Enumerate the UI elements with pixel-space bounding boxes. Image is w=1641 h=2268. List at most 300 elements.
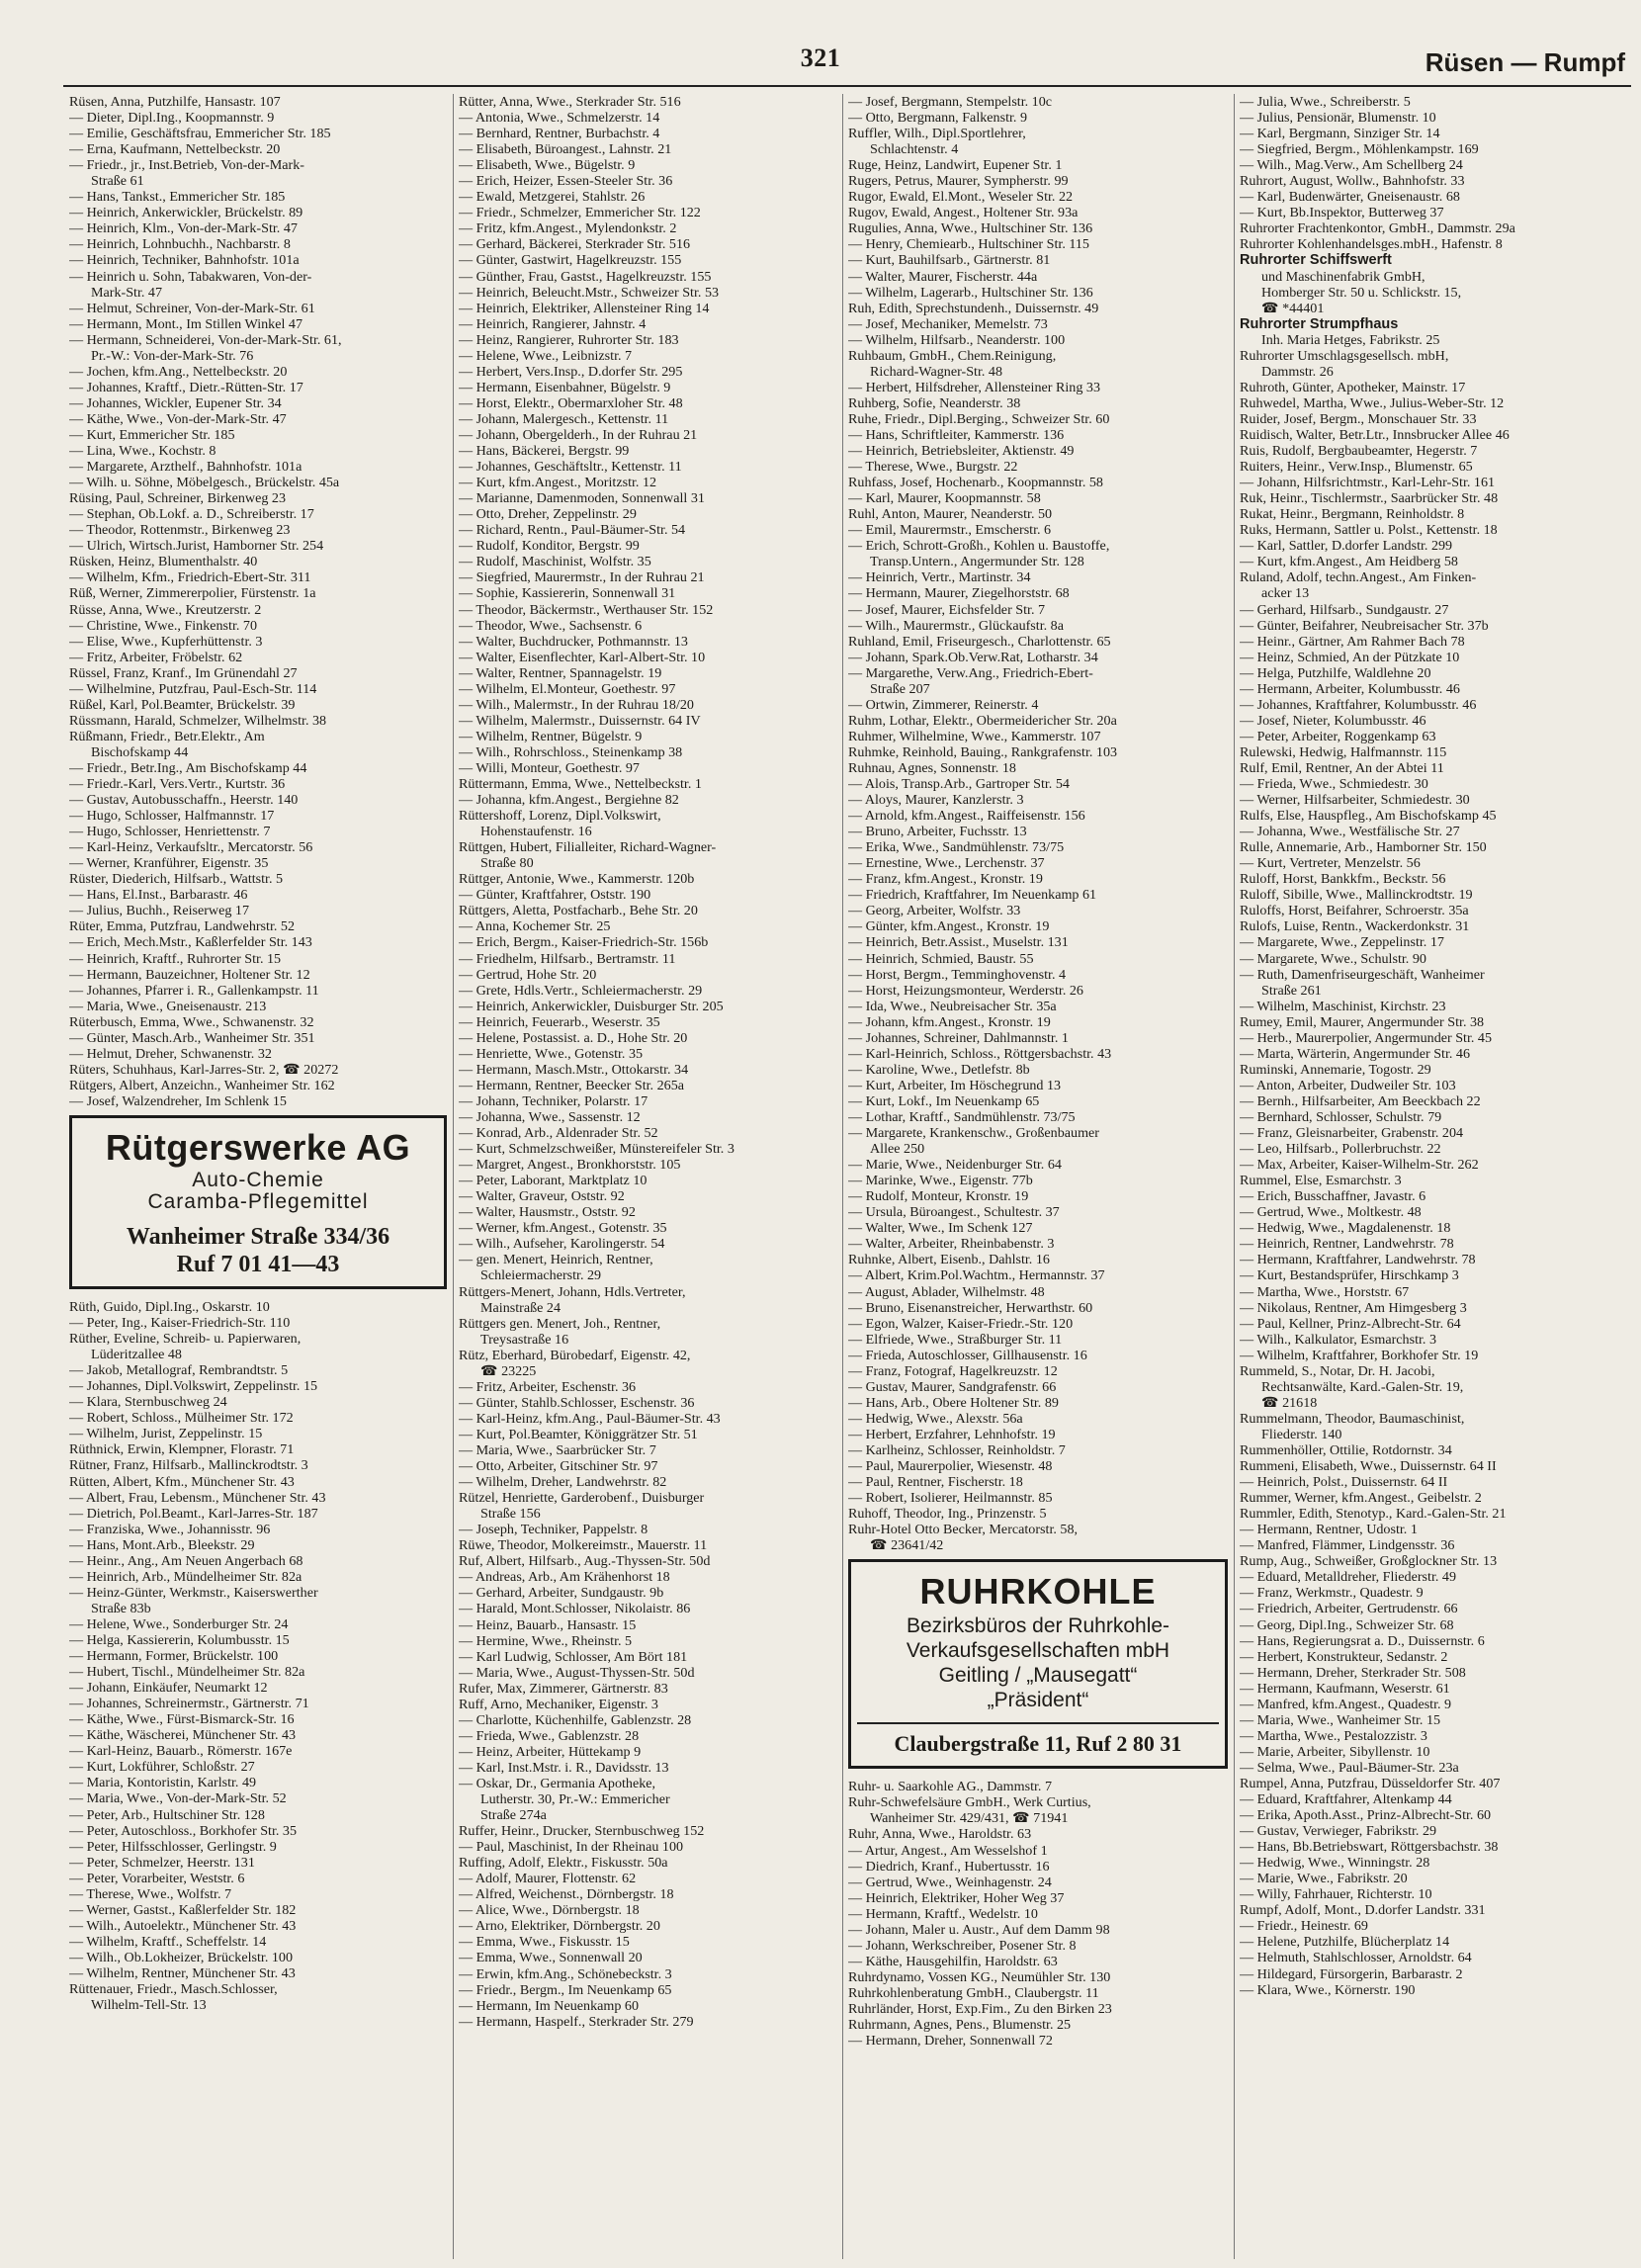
directory-entry: — Emilie, Geschäftsfrau, Emmericher Str. 185 bbox=[69, 126, 331, 142]
directory-entry: Rüttgen, Hubert, Filialleiter, Richard-Wagner- bbox=[459, 839, 717, 856]
directory-entry: — Erwin, kfm.Ang., Schönebeckstr. 3 bbox=[459, 1965, 672, 1982]
directory-entry: — Henry, Chemiearb., Hultschiner Str. 115 bbox=[848, 236, 1089, 253]
directory-entry: — Günter, Kraftfahrer, Oststr. 190 bbox=[459, 887, 651, 904]
directory-entry: — Friedrich, Kraftfahrer, Im Neuenkamp 61 bbox=[848, 887, 1097, 904]
directory-entry: Rump, Aug., Schweißer, Großglockner Str. 13 bbox=[1240, 1553, 1498, 1570]
directory-entry: — Marta, Wärterin, Angermunder Str. 46 bbox=[1240, 1045, 1471, 1062]
directory-entry: — Helene, Wwe., Sonderburger Str. 24 bbox=[69, 1615, 289, 1632]
directory-entry: — Maria, Kontoristin, Karlstr. 49 bbox=[69, 1775, 257, 1791]
directory-entry-continuation: Straße 274a bbox=[480, 1807, 547, 1824]
directory-entry: Ruk, Heinr., Tischlermstr., Saarbrücker Str. 48 bbox=[1240, 490, 1499, 507]
directory-entry: — Johanna, kfm.Angest., Bergiehne 82 bbox=[459, 792, 679, 809]
header-rule bbox=[63, 85, 1631, 87]
directory-entry: Ruhrkohlenberatung GmbH., Claubergstr. 11 bbox=[848, 1984, 1099, 2001]
directory-entry: — Bruno, Eisenanstreicher, Herwarthstr. 60 bbox=[848, 1299, 1093, 1316]
directory-entry: — Horst, Heizungsmonteur, Werderstr. 26 bbox=[848, 982, 1083, 999]
directory-entry: Rüß, Werner, Zimmererpolier, Fürstenstr. 1a bbox=[69, 585, 316, 602]
directory-entry: Rütz, Eberhard, Bürobedarf, Eigenstr. 42, bbox=[459, 1347, 691, 1363]
directory-entry: — Paul, Maurerpolier, Wiesenstr. 48 bbox=[848, 1458, 1053, 1475]
directory-entry: — Julius, Buchh., Reiserweg 17 bbox=[69, 903, 250, 919]
directory-entry: Ruhberg, Sofie, Neanderstr. 38 bbox=[848, 394, 1021, 411]
ad-phone: Ruf 7 01 41—43 bbox=[176, 1252, 340, 1277]
directory-entry: — Therese, Wwe., Burgstr. 22 bbox=[848, 459, 1018, 476]
directory-entry: Rumpf, Adolf, Mont., D.dorfer Landstr. 331 bbox=[1240, 1902, 1486, 1919]
directory-entry: — Georg, Arbeiter, Wolfstr. 33 bbox=[848, 903, 1021, 919]
directory-entry: — Käthe, Wwe., Von-der-Mark-Str. 47 bbox=[69, 410, 287, 427]
directory-entry: — Horst, Bergm., Temminghovenstr. 4 bbox=[848, 966, 1067, 983]
directory-entry: Ruhland, Emil, Friseurgesch., Charlottenstr. 65 bbox=[848, 633, 1111, 650]
directory-entry: Ruh, Edith, Sprechstundenh., Duissernstr. 49 bbox=[848, 300, 1099, 316]
directory-entry: — Heinrich, Elektriker, Hoher Weg 37 bbox=[848, 1889, 1065, 1906]
directory-entry: — Wilhelm, Kraftf., Scheffelstr. 14 bbox=[69, 1933, 267, 1950]
directory-entry: — Heinrich, Rentner, Landwehrstr. 78 bbox=[1240, 1236, 1454, 1253]
directory-entry: — Johann, Malergesch., Kettenstr. 11 bbox=[459, 410, 669, 427]
directory-entry: Rüster, Diederich, Hilfsarb., Wattstr. 5 bbox=[69, 871, 284, 888]
directory-entry: — Konrad, Arb., Aldenrader Str. 52 bbox=[459, 1125, 658, 1142]
directory-entry: Ruhr-Hotel Otto Becker, Mercatorstr. 58, bbox=[848, 1522, 1079, 1538]
directory-entry: Ruloff, Sibille, Wwe., Mallinckrodtstr. 19 bbox=[1240, 887, 1473, 904]
directory-entry: Rummeni, Elisabeth, Wwe., Duissernstr. 64 II bbox=[1240, 1458, 1497, 1475]
directory-entry: — Grete, Hdls.Vertr., Schleiermacherstr. 29 bbox=[459, 982, 703, 999]
directory-entry: — Hermann, Dreher, Sonnenwall 72 bbox=[848, 2033, 1053, 2050]
directory-entry: Ruffler, Wilh., Dipl.Sportlehrer, bbox=[848, 126, 1026, 142]
directory-entry: — Wilhelm, Hilfsarb., Neanderstr. 100 bbox=[848, 331, 1066, 348]
directory-entry: — Martha, Wwe., Pestalozzistr. 3 bbox=[1240, 1727, 1427, 1744]
directory-entry: — Maria, Wwe., Saarbrücker Str. 7 bbox=[459, 1441, 656, 1458]
directory-entry: — Erich, Mech.Mstr., Kaßlerfelder Str. 143 bbox=[69, 934, 312, 951]
directory-entry: — Elfriede, Wwe., Straßburger Str. 11 bbox=[848, 1331, 1063, 1348]
directory-entry: — Antonia, Wwe., Schmelzerstr. 14 bbox=[459, 110, 660, 127]
directory-entry: — Siegfried, Bergm., Möhlenkampstr. 169 bbox=[1240, 141, 1479, 158]
directory-entry: — Jochen, kfm.Ang., Nettelbeckstr. 20 bbox=[69, 363, 288, 380]
directory-entry: Rukat, Heinr., Bergmann, Reinholdstr. 8 bbox=[1240, 506, 1465, 523]
directory-column-1 bbox=[69, 94, 447, 2259]
directory-entry: — Karl-Heinrich, Schloss., Röttgersbachstr. 43 bbox=[848, 1045, 1112, 1062]
directory-entry: — Hermann, Masch.Mstr., Ottokarstr. 34 bbox=[459, 1061, 689, 1078]
directory-entry-continuation: Lutherstr. 30, Pr.-W.: Emmericher bbox=[480, 1791, 670, 1808]
directory-entry-continuation: Dammstr. 26 bbox=[1261, 363, 1334, 380]
directory-entry: — Eduard, Kraftfahrer, Altenkamp 44 bbox=[1240, 1791, 1452, 1808]
directory-entry: — Emma, Wwe., Fiskusstr. 15 bbox=[459, 1934, 630, 1951]
directory-entry: — Hans, Tankst., Emmericher Str. 185 bbox=[69, 189, 286, 206]
directory-entry: — Maria, Wwe., Wanheimer Str. 15 bbox=[1240, 1711, 1441, 1728]
directory-entry: — Rudolf, Konditor, Bergstr. 99 bbox=[459, 538, 640, 555]
directory-entry: — Wilhelm, Jurist, Zeppelinstr. 15 bbox=[69, 1426, 263, 1442]
directory-entry-continuation: Lüderitzallee 48 bbox=[91, 1347, 182, 1363]
directory-entry-continuation: Richard-Wagner-Str. 48 bbox=[870, 363, 1002, 380]
directory-entry: — Rudolf, Maschinist, Wolfstr. 35 bbox=[459, 554, 651, 570]
directory-entry: — Josef, Bergmann, Stempelstr. 10c bbox=[848, 94, 1053, 110]
directory-entry: Rütgers, Albert, Anzeichn., Wanheimer Str. 162 bbox=[69, 1077, 335, 1093]
directory-entry: — Johann, Techniker, Polarstr. 17 bbox=[459, 1092, 648, 1109]
directory-entry: — Adolf, Maurer, Flottenstr. 62 bbox=[459, 1871, 637, 1887]
directory-entry-continuation: Straße 83b bbox=[91, 1600, 151, 1616]
directory-entry: — Dieter, Dipl.Ing., Koopmannstr. 9 bbox=[69, 110, 275, 127]
directory-entry: — Helene, Putzhilfe, Blücherplatz 14 bbox=[1240, 1934, 1450, 1951]
directory-entry: Ruhrort, August, Wollw., Bahnhofstr. 33 bbox=[1240, 173, 1465, 190]
directory-entry: — Helene, Wwe., Leibnizstr. 7 bbox=[459, 347, 633, 364]
directory-entry: — Herbert, Konstrukteur, Sedanstr. 2 bbox=[1240, 1648, 1448, 1665]
directory-entry: — Heinrich, Betriebsleiter, Aktienstr. 49 bbox=[848, 443, 1075, 460]
directory-entry: Ruhrorter Schiffswerft bbox=[1240, 252, 1392, 269]
directory-entry: — Arnold, kfm.Angest., Raiffeisenstr. 156 bbox=[848, 808, 1085, 825]
directory-entry: Ruhr, Anna, Wwe., Haroldstr. 63 bbox=[848, 1826, 1032, 1843]
directory-entry: — Werner, Hilfsarbeiter, Schmiedestr. 30 bbox=[1240, 792, 1470, 809]
directory-entry: — Günter, Beifahrer, Neubreisacher Str. 37b bbox=[1240, 617, 1489, 634]
directory-entry: — Marie, Arbeiter, Sibyllenstr. 10 bbox=[1240, 1743, 1430, 1760]
directory-entry: — Egon, Walzer, Kaiser-Friedr.-Str. 120 bbox=[848, 1315, 1074, 1332]
directory-entry: Ruhrorter Strumpfhaus bbox=[1240, 315, 1399, 332]
directory-entry: Rüther, Eveline, Schreib- u. Papierwaren, bbox=[69, 1331, 302, 1348]
directory-entry: Rummel, Else, Esmarchstr. 3 bbox=[1240, 1173, 1402, 1189]
directory-entry: — Heinrich, Techniker, Bahnhofstr. 101a bbox=[69, 252, 300, 269]
directory-entry: Rüwe, Theodor, Molkereimstr., Mauerstr. 11 bbox=[459, 1537, 708, 1554]
directory-entry: — Kurt, Vertreter, Menzelstr. 56 bbox=[1240, 855, 1421, 872]
directory-entry: Ruhbaum, GmbH., Chem.Reinigung, bbox=[848, 347, 1057, 364]
directory-entry: Rüttger, Antonie, Wwe., Kammerstr. 120b bbox=[459, 871, 695, 888]
directory-entry: — Franz, Werkmstr., Quadestr. 9 bbox=[1240, 1585, 1424, 1602]
directory-entry: — Lina, Wwe., Kochstr. 8 bbox=[69, 443, 216, 460]
directory-entry: — Friedr.-Karl, Vers.Vertr., Kurtstr. 36 bbox=[69, 776, 286, 793]
directory-entry: — Emil, Maurermstr., Emscherstr. 6 bbox=[848, 522, 1052, 539]
directory-entry: — Heinrich, Betr.Assist., Muselstr. 131 bbox=[848, 934, 1069, 951]
directory-entry: — Walter, Wwe., Im Schenk 127 bbox=[848, 1220, 1033, 1237]
directory-entry: — Dietrich, Pol.Beamt., Karl-Jarres-Str. 187 bbox=[69, 1505, 318, 1522]
directory-entry: — Hugo, Schlosser, Henriettenstr. 7 bbox=[69, 824, 271, 840]
directory-entry: — Paul, Rentner, Fischerstr. 18 bbox=[848, 1474, 1023, 1491]
directory-entry-continuation: Straße 261 bbox=[1261, 982, 1322, 999]
directory-entry: — Elise, Wwe., Kupferhüttenstr. 3 bbox=[69, 633, 263, 650]
directory-entry: — Stephan, Ob.Lokf. a. D., Schreiberstr. 17 bbox=[69, 506, 314, 523]
directory-entry: — Kurt, Pol.Beamter, Königgrätzer Str. 51 bbox=[459, 1426, 698, 1442]
page-number: 321 bbox=[800, 44, 841, 72]
directory-entry: — Käthe, Wäscherei, Münchener Str. 43 bbox=[69, 1727, 297, 1744]
directory-entry: — Hermann, Kraftfahrer, Landwehrstr. 78 bbox=[1240, 1252, 1476, 1268]
directory-entry: — Gertrud, Hohe Str. 20 bbox=[459, 966, 597, 983]
directory-entry: — Johannes, Geschäftsltr., Kettenstr. 11 bbox=[459, 459, 682, 476]
directory-entry: — Gustav, Autobusschaffn., Heerstr. 140 bbox=[69, 792, 299, 809]
directory-entry: — Willi, Monteur, Goethestr. 97 bbox=[459, 759, 640, 776]
directory-entry: — Christine, Wwe., Finkenstr. 70 bbox=[69, 617, 257, 634]
directory-entry: — Alois, Transp.Arb., Gartroper Str. 54 bbox=[848, 776, 1070, 793]
directory-entry: — Johannes, Schreiner, Dahlmannstr. 1 bbox=[848, 1029, 1069, 1046]
directory-entry: Rüterbusch, Emma, Wwe., Schwanenstr. 32 bbox=[69, 1013, 314, 1030]
directory-entry: — Wilh., Malermstr., In der Ruhrau 18/20 bbox=[459, 696, 694, 713]
directory-entry: Rüth, Guido, Dipl.Ing., Oskarstr. 10 bbox=[69, 1299, 270, 1315]
directory-entry: — Johann, Obergelderh., In der Ruhrau 21 bbox=[459, 426, 698, 443]
directory-entry: Rulofs, Luise, Rentn., Wackerdonkstr. 31 bbox=[1240, 918, 1470, 935]
directory-entry: — Karl, Budenwärter, Gneisenaustr. 68 bbox=[1240, 189, 1460, 206]
directory-entry: — Friedr., Heinestr. 69 bbox=[1240, 1918, 1368, 1935]
directory-entry: — Hermann, Arbeiter, Kolumbusstr. 46 bbox=[1240, 680, 1460, 697]
directory-entry: — Erich, Schrott-Großh., Kohlen u. Baustoffe, bbox=[848, 538, 1110, 555]
directory-entry: — Joseph, Techniker, Pappelstr. 8 bbox=[459, 1522, 648, 1538]
directory-entry: — Helene, Postassist. a. D., Hohe Str. 20 bbox=[459, 1029, 688, 1046]
directory-entry: — Peter, Arbeiter, Roggenkamp 63 bbox=[1240, 728, 1436, 744]
directory-entry: — Erna, Kaufmann, Nettelbeckstr. 20 bbox=[69, 141, 281, 158]
directory-entry: — Bruno, Arbeiter, Fuchsstr. 13 bbox=[848, 824, 1027, 840]
directory-entry: Rütter, Anna, Wwe., Sterkrader Str. 516 bbox=[459, 94, 681, 110]
directory-entry: — Johannes, Schreinermstr., Gärtnerstr. 71 bbox=[69, 1696, 309, 1712]
directory-entry-continuation: Inh. Maria Hetges, Fabrikstr. 25 bbox=[1261, 331, 1440, 348]
directory-entry: — Gustav, Maurer, Sandgrafenstr. 66 bbox=[848, 1378, 1057, 1395]
directory-entry-continuation: acker 13 bbox=[1261, 585, 1310, 602]
directory-entry: — Hedwig, Wwe., Magdalenenstr. 18 bbox=[1240, 1220, 1451, 1237]
directory-entry: — Andreas, Arb., Am Krähenhorst 18 bbox=[459, 1569, 670, 1586]
directory-entry: Rüttenauer, Friedr., Masch.Schlosser, bbox=[69, 1981, 278, 1998]
directory-entry: — Artur, Angest., Am Wesselshof 1 bbox=[848, 1842, 1048, 1859]
directory-entry-continuation: Hohenstaufenstr. 16 bbox=[480, 824, 592, 840]
directory-entry: Ruminski, Annemarie, Togostr. 29 bbox=[1240, 1061, 1431, 1078]
directory-entry: — Kurt, Bauhilfsarb., Gärtnerstr. 81 bbox=[848, 252, 1051, 269]
directory-entry: — Robert, Isolierer, Heilmannstr. 85 bbox=[848, 1490, 1053, 1507]
directory-entry: — Wilhelm, El.Monteur, Goethestr. 97 bbox=[459, 680, 676, 697]
directory-entry: — Robert, Schloss., Mülheimer Str. 172 bbox=[69, 1410, 294, 1427]
directory-entry: — Karl, Maurer, Koopmannstr. 58 bbox=[848, 490, 1041, 507]
directory-entry: — Margarete, Wwe., Schulstr. 90 bbox=[1240, 950, 1426, 967]
directory-entry: — Manfred, kfm.Angest., Quadestr. 9 bbox=[1240, 1696, 1452, 1712]
directory-entry: — Günter, kfm.Angest., Kronstr. 19 bbox=[848, 918, 1050, 935]
directory-entry: Ruhroth, Günter, Apotheker, Mainstr. 17 bbox=[1240, 379, 1466, 395]
directory-entry: — Harald, Mont.Schlosser, Nikolaistr. 86 bbox=[459, 1601, 691, 1617]
directory-entry: — Otto, Dreher, Zeppelinstr. 29 bbox=[459, 506, 637, 523]
directory-entry: — Käthe, Hausgehilfin, Haroldstr. 63 bbox=[848, 1953, 1058, 1969]
directory-entry: Ruhnke, Albert, Eisenb., Dahlstr. 16 bbox=[848, 1252, 1050, 1268]
directory-entry: — Klara, Sternbuschweg 24 bbox=[69, 1394, 227, 1411]
ad-name: RUHRKOHLE bbox=[919, 1571, 1157, 1613]
directory-entry: — Sophie, Kassiererin, Sonnenwall 31 bbox=[459, 585, 676, 602]
directory-entry: — Erika, Apoth.Asst., Prinz-Albrecht-Str. 60 bbox=[1240, 1807, 1492, 1824]
directory-entry: — Peter, Laborant, Marktplatz 10 bbox=[459, 1173, 648, 1189]
directory-entry-continuation: und Maschinenfabrik GmbH, bbox=[1261, 268, 1425, 285]
directory-entry: — Heinrich, Arb., Mündelheimer Str. 82a bbox=[69, 1568, 302, 1585]
directory-entry: — Frieda, Wwe., Schmiedestr. 30 bbox=[1240, 776, 1428, 793]
directory-entry: — Paul, Maschinist, In der Rheinau 100 bbox=[459, 1839, 684, 1856]
directory-entry: — Fritz, Arbeiter, Eschenstr. 36 bbox=[459, 1378, 637, 1395]
directory-entry: Rumpel, Anna, Putzfrau, Düsseldorfer Str. 407 bbox=[1240, 1775, 1501, 1791]
directory-entry: Ruhrorter Umschlagsgesellsch. mbH, bbox=[1240, 347, 1449, 364]
directory-entry: — Julius, Pensionär, Blumenstr. 10 bbox=[1240, 110, 1436, 127]
directory-entry: — Anna, Kochemer Str. 25 bbox=[459, 918, 611, 935]
directory-entry-continuation: Wilhelm-Tell-Str. 13 bbox=[91, 1997, 207, 2014]
directory-entry: Ruhmke, Reinhold, Bauing., Rankgrafenstr. 103 bbox=[848, 743, 1118, 760]
directory-entry: — Bernh., Hilfsarbeiter, Am Beeckbach 22 bbox=[1240, 1092, 1481, 1109]
directory-entry-continuation: Mark-Str. 47 bbox=[91, 284, 163, 301]
directory-entry: — Otto, Arbeiter, Gitschiner Str. 97 bbox=[459, 1458, 658, 1475]
directory-entry: — Oskar, Dr., Germania Apotheke, bbox=[459, 1775, 656, 1791]
column-divider bbox=[842, 94, 843, 2259]
directory-entry: — Wilhelmine, Putzfrau, Paul-Esch-Str. 114 bbox=[69, 680, 317, 697]
directory-entry: Ruhe, Friedr., Dipl.Berging., Schweizer Str. 60 bbox=[848, 410, 1110, 427]
directory-entry: — Margarethe, Verw.Ang., Friedrich-Ebert- bbox=[848, 664, 1093, 681]
directory-entry: Rulle, Annemarie, Arb., Hamborner Str. 150 bbox=[1240, 839, 1487, 856]
directory-columns bbox=[69, 94, 1631, 2259]
directory-entry: — Frieda, Wwe., Gablenzstr. 28 bbox=[459, 1727, 640, 1744]
directory-entry: — Wilh., Autoelektr., Münchener Str. 43 bbox=[69, 1917, 297, 1934]
directory-entry: — Johann, Einkäufer, Neumarkt 12 bbox=[69, 1680, 268, 1697]
directory-entry: — Johannes, Pfarrer i. R., Gallenkampstr. 11 bbox=[69, 982, 319, 999]
directory-entry-continuation: Schleiermacherstr. 29 bbox=[480, 1267, 602, 1284]
directory-entry: Ruidisch, Walter, Betr.Ltr., Innsbrucker Allee 46 bbox=[1240, 426, 1510, 443]
directory-entry: — Walter, Hausmstr., Oststr. 92 bbox=[459, 1204, 636, 1221]
directory-entry: — Elisabeth, Büroangest., Lahnstr. 21 bbox=[459, 141, 672, 158]
directory-entry-continuation: Wanheimer Str. 429/431, ☎ 71941 bbox=[870, 1810, 1069, 1827]
directory-entry: Ruhrmann, Agnes, Pens., Blumenstr. 25 bbox=[848, 2017, 1072, 2034]
directory-entry: Ruhm, Lothar, Elektr., Obermeidericher Str. 20a bbox=[848, 712, 1117, 729]
directory-entry: — Nikolaus, Rentner, Am Himgesberg 3 bbox=[1240, 1299, 1467, 1316]
directory-entry: — Kurt, kfm.Angest., Moritzstr. 12 bbox=[459, 475, 657, 491]
directory-entry: — Margarete, Wwe., Zeppelinstr. 17 bbox=[1240, 934, 1444, 951]
directory-entry: — Heinrich, Feuerarb., Weserstr. 35 bbox=[459, 1013, 660, 1030]
directory-entry: — Peter, Hilfsschlosser, Gerlingstr. 9 bbox=[69, 1838, 277, 1855]
directory-entry: — Alfred, Weichenst., Dörnbergstr. 18 bbox=[459, 1886, 674, 1903]
directory-entry: Rüsen, Anna, Putzhilfe, Hansastr. 107 bbox=[69, 94, 281, 110]
directory-entry: — Friedrich, Arbeiter, Gertrudenstr. 66 bbox=[1240, 1601, 1458, 1617]
directory-entry: — Heinrich, Rangierer, Jahnstr. 4 bbox=[459, 315, 647, 332]
directory-entry: — Lothar, Kraftf., Sandmühlenstr. 73/75 bbox=[848, 1109, 1076, 1125]
directory-entry: — August, Ablader, Wilhelmstr. 48 bbox=[848, 1283, 1045, 1300]
directory-entry-continuation: Straße 80 bbox=[480, 855, 534, 872]
directory-entry: Ruhoff, Theodor, Ing., Prinzenstr. 5 bbox=[848, 1506, 1047, 1523]
directory-entry-continuation: Transp.Untern., Angermunder Str. 128 bbox=[870, 554, 1084, 570]
directory-entry: — Otto, Bergmann, Falkenstr. 9 bbox=[848, 110, 1027, 127]
directory-entry: — Hans, Bb.Betriebswart, Röttgersbachstr. 38 bbox=[1240, 1839, 1499, 1856]
directory-entry-continuation: Mainstraße 24 bbox=[480, 1299, 561, 1316]
directory-entry: — Heinr., Ang., Am Neuen Angerbach 68 bbox=[69, 1552, 303, 1569]
directory-entry: — Heinrich, Ankerwickler, Duisburger Str. 205 bbox=[459, 998, 724, 1014]
directory-entry: — Hermann, Schneiderei, Von-der-Mark-Str. 61, bbox=[69, 331, 342, 348]
directory-entry: Rüttgers-Menert, Johann, Hdls.Vertreter, bbox=[459, 1283, 686, 1300]
directory-entry: — Heinrich, Polst., Duissernstr. 64 II bbox=[1240, 1474, 1448, 1491]
directory-entry: — Wilh. u. Söhne, Möbelgesch., Brückelstr. 45a bbox=[69, 475, 340, 491]
directory-entry: Ruhrländer, Horst, Exp.Fim., Zu den Birken 23 bbox=[848, 2000, 1112, 2017]
directory-entry: — Josef, Nieter, Kolumbusstr. 46 bbox=[1240, 712, 1426, 729]
directory-entry: — Hans, Schriftleiter, Kammerstr. 136 bbox=[848, 426, 1065, 443]
directory-entry: — Heinz, Bauarb., Hansastr. 15 bbox=[459, 1616, 637, 1633]
directory-entry: — Heinrich, Ankerwickler, Brückelstr. 89 bbox=[69, 205, 303, 221]
directory-entry: — Friedr., Bergm., Im Neuenkamp 65 bbox=[459, 1981, 672, 1998]
directory-entry: Ruhfass, Josef, Hochenarb., Koopmannstr. 58 bbox=[848, 475, 1103, 491]
directory-entry: Rüssmann, Harald, Schmelzer, Wilhelmstr. 38 bbox=[69, 712, 327, 729]
directory-entry: — Horst, Elektr., Obermarxloher Str. 48 bbox=[459, 394, 683, 411]
directory-entry: — Josef, Maurer, Eichsfelder Str. 7 bbox=[848, 601, 1046, 618]
directory-entry: Rüßmann, Friedr., Betr.Elektr., Am bbox=[69, 728, 265, 744]
directory-entry: — gen. Menert, Heinrich, Rentner, bbox=[459, 1252, 653, 1268]
directory-entry: — Gertrud, Wwe., Moltkestr. 48 bbox=[1240, 1204, 1422, 1221]
directory-entry: — Karl, Bergmann, Sinziger Str. 14 bbox=[1240, 126, 1440, 142]
directory-entry: — Herb., Maurerpolier, Angermunder Str. 45 bbox=[1240, 1029, 1493, 1046]
advertisement-rutgers bbox=[69, 1115, 447, 1289]
directory-entry: Ruhrdynamo, Vossen KG., Neumühler Str. 130 bbox=[848, 1968, 1111, 1985]
directory-entry-continuation: Treysastraße 16 bbox=[480, 1331, 569, 1348]
directory-entry: — Kurt, Schmelzschweißer, Münstereifeler Str. 3 bbox=[459, 1141, 734, 1158]
directory-entry: Rumey, Emil, Maurer, Angermunder Str. 38 bbox=[1240, 1013, 1485, 1030]
directory-entry: — Hermann, Eisenbahner, Bügelstr. 9 bbox=[459, 379, 671, 395]
directory-entry: Ruhr- u. Saarkohle AG., Dammstr. 7 bbox=[848, 1779, 1053, 1795]
directory-entry: — Walter, Rentner, Spannagelstr. 19 bbox=[459, 664, 662, 681]
directory-entry: — Erich, Busschaffner, Javastr. 6 bbox=[1240, 1188, 1426, 1205]
directory-entry: Rüsing, Paul, Schreiner, Birkenweg 23 bbox=[69, 490, 287, 507]
directory-entry-continuation: Pr.-W.: Von-der-Mark-Str. 76 bbox=[91, 347, 254, 364]
directory-entry: — Marinke, Wwe., Eigenstr. 77b bbox=[848, 1173, 1033, 1189]
directory-entry: — Wilh., Maurermstr., Glückaufstr. 8a bbox=[848, 617, 1064, 634]
directory-entry-continuation: Schlachtenstr. 4 bbox=[870, 141, 959, 158]
directory-entry: — Karoline, Wwe., Detlefstr. 8b bbox=[848, 1061, 1030, 1078]
ad-line2: Verkaufsgesellschaften mbH bbox=[906, 1639, 1170, 1663]
directory-entry: — Herbert, Hilfsdreher, Allensteiner Ring 33 bbox=[848, 379, 1101, 395]
directory-entry: Ruks, Hermann, Sattler u. Polst., Kettenstr. 18 bbox=[1240, 522, 1498, 539]
directory-entry: — Kurt, Emmericher Str. 185 bbox=[69, 426, 235, 443]
directory-entry: — Albert, Krim.Pol.Wachtm., Hermannstr. 37 bbox=[848, 1267, 1105, 1284]
directory-entry: — Karlheinz, Schlosser, Reinholdstr. 7 bbox=[848, 1441, 1066, 1458]
directory-entry: — Wilhelm, Dreher, Landwehrstr. 82 bbox=[459, 1474, 667, 1491]
directory-entry: — Heinz, Rangierer, Ruhrorter Str. 183 bbox=[459, 331, 679, 348]
directory-entry: — Erich, Bergm., Kaiser-Friedrich-Str. 156b bbox=[459, 934, 709, 951]
directory-entry: — Wilhelm, Lagerarb., Hultschiner Str. 136 bbox=[848, 284, 1093, 301]
directory-entry: Ruge, Heinz, Landwirt, Eupener Str. 1 bbox=[848, 157, 1063, 174]
directory-entry: Rummenhöller, Ottilie, Rotdornstr. 34 bbox=[1240, 1441, 1452, 1458]
directory-entry-continuation: ☎ *44401 bbox=[1261, 300, 1325, 316]
directory-entry: Ruffer, Heinr., Drucker, Sternbuschweg 152 bbox=[459, 1823, 705, 1840]
ad-line4: „Präsident“ bbox=[987, 1689, 1089, 1712]
directory-entry: Rüters, Schuhhaus, Karl-Jarres-Str. 2, ☎ 20272 bbox=[69, 1061, 339, 1078]
directory-entry: — Leo, Hilfsarb., Pollerbruchstr. 22 bbox=[1240, 1141, 1441, 1158]
directory-entry: — Heinrich, Lohnbuchh., Nachbarstr. 8 bbox=[69, 236, 291, 253]
directory-entry-continuation: Straße 61 bbox=[91, 173, 144, 190]
directory-entry: Ruhl, Anton, Maurer, Neanderstr. 50 bbox=[848, 506, 1053, 523]
directory-entry: — Helmut, Schreiner, Von-der-Mark-Str. 61 bbox=[69, 300, 315, 316]
directory-entry: — Gustav, Verwieger, Fabrikstr. 29 bbox=[1240, 1823, 1437, 1840]
directory-entry: Rüter, Emma, Putzfrau, Landwehrstr. 52 bbox=[69, 918, 296, 935]
directory-entry: — Heinz-Günter, Werkmstr., Kaiserswerther bbox=[69, 1584, 318, 1601]
directory-entry: Rüsken, Heinz, Blumenthalstr. 40 bbox=[69, 554, 258, 570]
directory-entry: — Theodor, Rottenmstr., Birkenweg 23 bbox=[69, 522, 291, 539]
directory-entry: — Theodor, Bäckermstr., Werthauser Str. 152 bbox=[459, 601, 714, 618]
directory-entry: — Johann, kfm.Angest., Kronstr. 19 bbox=[848, 1013, 1051, 1030]
ad-line1: Auto-Chemie bbox=[192, 1169, 324, 1191]
directory-entry-continuation: Allee 250 bbox=[870, 1141, 925, 1158]
running-head: Rüsen — Rumpf bbox=[1425, 47, 1625, 77]
directory-entry: — Kurt, kfm.Angest., Am Heidberg 58 bbox=[1240, 554, 1458, 570]
directory-entry: — Günter, Gastwirt, Hagelkreuzstr. 155 bbox=[459, 252, 682, 269]
directory-entry: — Anton, Arbeiter, Dudweiler Str. 103 bbox=[1240, 1077, 1456, 1093]
directory-entry: — Johann, Hilfsrichtmstr., Karl-Lehr-Str. 161 bbox=[1240, 475, 1496, 491]
directory-entry: Rütten, Albert, Kfm., Münchener Str. 43 bbox=[69, 1473, 295, 1490]
directory-entry: — Josef, Walzendreher, Im Schlenk 15 bbox=[69, 1092, 287, 1109]
directory-entry: — Herbert, Vers.Insp., D.dorfer Str. 295 bbox=[459, 363, 683, 380]
directory-entry: — Bernhard, Schlosser, Schulstr. 79 bbox=[1240, 1109, 1442, 1125]
directory-entry: — Heinrich u. Sohn, Tabakwaren, Von-der- bbox=[69, 268, 312, 285]
directory-entry: — Günter, Masch.Arb., Wanheimer Str. 351 bbox=[69, 1029, 315, 1046]
directory-entry: Rüttermann, Emma, Wwe., Nettelbeckstr. 1 bbox=[459, 776, 702, 793]
directory-entry: Rummelmann, Theodor, Baumaschinist, bbox=[1240, 1410, 1465, 1427]
directory-entry: — Hermann, Maurer, Ziegelhorststr. 68 bbox=[848, 585, 1070, 602]
directory-entry: — Karl, Inst.Mstr. i. R., Davidsstr. 13 bbox=[459, 1759, 669, 1776]
directory-entry: — Marie, Wwe., Neidenburger Str. 64 bbox=[848, 1157, 1062, 1174]
directory-entry: — Therese, Wwe., Wolfstr. 7 bbox=[69, 1885, 232, 1902]
directory-entry: — Wilh., Mag.Verw., Am Schellberg 24 bbox=[1240, 157, 1463, 174]
directory-entry: — Marianne, Damenmoden, Sonnenwall 31 bbox=[459, 490, 705, 507]
directory-entry: Ruffing, Adolf, Elektr., Fiskusstr. 50a bbox=[459, 1855, 668, 1872]
directory-entry: — Hugo, Schlosser, Halfmannstr. 17 bbox=[69, 808, 275, 825]
directory-entry: — Karl-Heinz, Verkaufsltr., Mercatorstr. 56 bbox=[69, 839, 313, 856]
directory-entry: — Heinrich, Vertr., Martinstr. 34 bbox=[848, 569, 1031, 586]
directory-entry: Ruhrorter Frachtenkontor, GmbH., Dammstr. 29a bbox=[1240, 220, 1515, 237]
directory-entry: — Maria, Wwe., Gneisenaustr. 213 bbox=[69, 998, 267, 1014]
directory-entry: — Klara, Wwe., Körnerstr. 190 bbox=[1240, 1981, 1416, 1998]
directory-column-3 bbox=[848, 94, 1228, 2259]
directory-entry: Rulewski, Hedwig, Halfmannstr. 115 bbox=[1240, 743, 1447, 760]
